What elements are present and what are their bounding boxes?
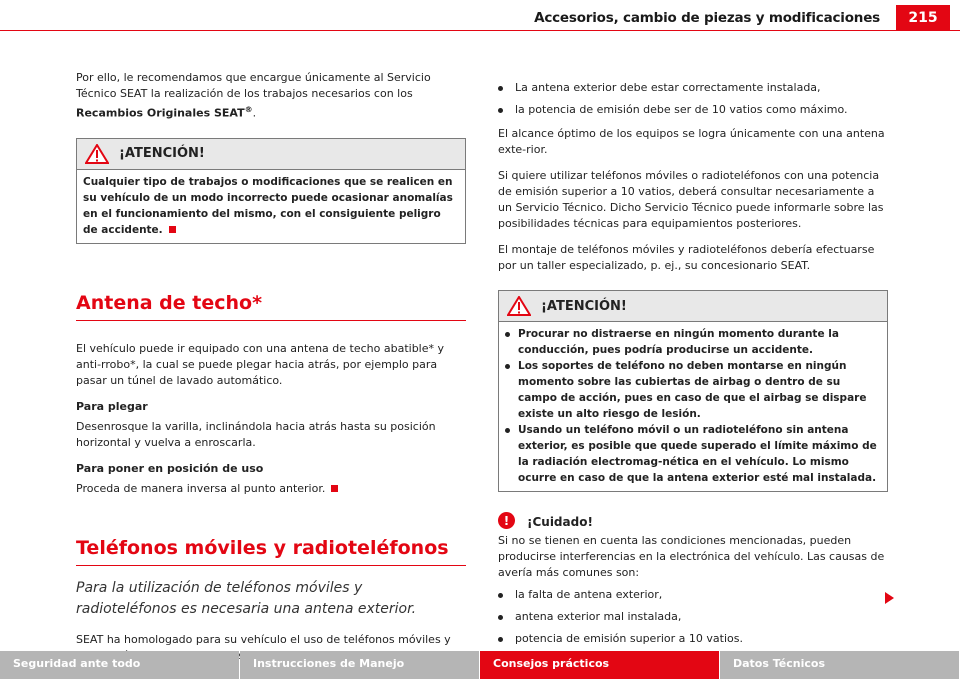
section-title-telefonos: Teléfonos móviles y radioteléfonos	[76, 537, 466, 566]
caution-icon: !	[498, 512, 515, 529]
bullet-icon	[498, 108, 503, 113]
conditions-list	[498, 80, 888, 118]
list-item: potencia de emisión superior a 10 vatios.	[498, 631, 888, 647]
warning-title-2: ¡ATENCIÓN!	[541, 298, 627, 314]
footer-nav	[0, 651, 960, 679]
header-rule	[0, 30, 960, 31]
bullet-icon	[505, 364, 510, 369]
list-item: antena exterior mal instalada,	[498, 609, 888, 625]
bullet-icon	[498, 637, 503, 642]
intro-paragraph	[76, 70, 466, 122]
registered-mark: ®	[244, 105, 253, 114]
position-text: Proceda de manera inversa al punto anterior.	[76, 481, 326, 495]
fold-heading: Para plegar	[76, 399, 148, 413]
caution-title: ¡Cuidado!	[527, 515, 593, 529]
warning-body-1	[77, 170, 465, 243]
list-item: la potencia de emisión debe ser de 10 vatios como máximo.	[498, 102, 888, 118]
warning-title-1: ¡ATENCIÓN!	[119, 146, 205, 162]
warning-text-1: Cualquier tipo de trabajos o modificaciones que se realicen en su vehículo de un modo incorrecto puede ocasionar anomalías en el funcionamiento del mismo, con el consiguiente peligro de accidente.	[83, 175, 453, 236]
right-paragraph-3: El montaje de teléfonos móviles y radioteléfonos debería efectuarse por un taller especializado, p. ej., su concesionario SEAT.	[498, 243, 875, 272]
header-title: Accesorios, cambio de piezas y modificaciones	[534, 10, 880, 26]
intro-bold: Recambios Originales SEAT	[76, 106, 245, 120]
warning-item: Los soportes de teléfono no deben montarse en ningún momento sobre las cubiertas de airbag o dentro de su campo de acción, pues en caso de que el airbag se dispare existe un alto riesgo de lesión.	[505, 358, 879, 422]
tab-consejos[interactable]: Consejos prácticos	[480, 651, 719, 679]
warning-body-2	[499, 322, 887, 491]
caution-text: Si no se tienen en cuenta las condiciones mencionadas, pueden producirse interferencias en la electrónica del vehículo. Las causas de avería más comunes son:	[498, 534, 885, 579]
telefonos-paragraph: SEAT ha homologado para su vehículo el uso de teléfonos móviles y	[76, 632, 451, 646]
bullet-icon	[498, 615, 503, 620]
intro-end: .	[252, 106, 257, 120]
right-paragraph-1: El alcance óptimo de los equipos se logra únicamente con una antena exte-rior.	[498, 127, 885, 156]
warning-box-1	[76, 138, 466, 244]
warning-box-2	[498, 290, 888, 492]
warning-item: Procurar no distraerse en ningún momento durante la conducción, pues podría producirse un accidente.	[505, 326, 879, 358]
tab-seguridad[interactable]: Seguridad ante todo	[0, 651, 239, 679]
caution-section	[498, 512, 888, 647]
warning-triangle-icon	[85, 144, 109, 164]
list-item: la falta de antena exterior,	[498, 587, 888, 603]
warning-header-1	[77, 139, 465, 170]
page-number: 215	[896, 5, 950, 30]
fold-text: Desenrosque la varilla, inclinándola hacia atrás hasta su posición horizontal y vuelva a enroscarla.	[76, 419, 436, 449]
bullet-icon	[498, 86, 503, 91]
section-antena	[76, 292, 466, 497]
caution-list	[498, 587, 888, 647]
position-paragraph	[76, 481, 466, 497]
bullet-icon	[498, 593, 503, 598]
position-heading: Para poner en posición de uso	[76, 461, 264, 475]
section-telefonos	[76, 537, 466, 664]
bullet-icon	[505, 428, 510, 433]
warning-header-2	[499, 291, 887, 322]
bullet-icon	[505, 332, 510, 337]
warning-triangle-icon	[507, 296, 531, 316]
section-title-antena: Antena de techo*	[76, 292, 466, 321]
end-marker	[331, 485, 338, 492]
list-item: La antena exterior debe estar correctamente instalada,	[498, 80, 888, 96]
left-column	[76, 70, 466, 674]
antena-paragraph: El vehículo puede ir equipado con una antena de techo abatible* y anti-rrobo*, la cual se puede plegar hacia atrás, por ejemplo para pasar un túnel de lavado automático.	[76, 341, 445, 387]
right-paragraph-2: Si quiere utilizar teléfonos móviles o radioteléfonos con una potencia de emisión superior a 10 vatios, deberá consultar necesariamente a un Servicio Técnico. Dicho Servicio Técnico puede informarle sobre las posibilidades técnicas para equipamientos posteriores.	[498, 169, 884, 230]
end-marker	[169, 226, 176, 233]
right-column	[498, 80, 888, 655]
warning-item: Usando un teléfono móvil o un radioteléfono sin antena exterior, es posible que quede superado el límite máximo de la radiación electromag-nética en el vehículo. Lo mismo ocurre en caso de que la antena exterior esté mal instalada.	[505, 422, 879, 486]
telefonos-lead: Para la utilización de teléfonos móviles y radioteléfonos es necesaria una antena exterior.	[76, 579, 417, 617]
tab-datos-tecnicos[interactable]: Datos Técnicos	[720, 651, 959, 679]
tab-instrucciones[interactable]: Instrucciones de Manejo	[240, 651, 479, 679]
intro-text: Por ello, le recomendamos que encargue únicamente al Servicio Técnico SEAT la realización de los trabajos necesarios con los	[76, 71, 431, 100]
next-page-arrow-icon[interactable]	[885, 592, 894, 604]
